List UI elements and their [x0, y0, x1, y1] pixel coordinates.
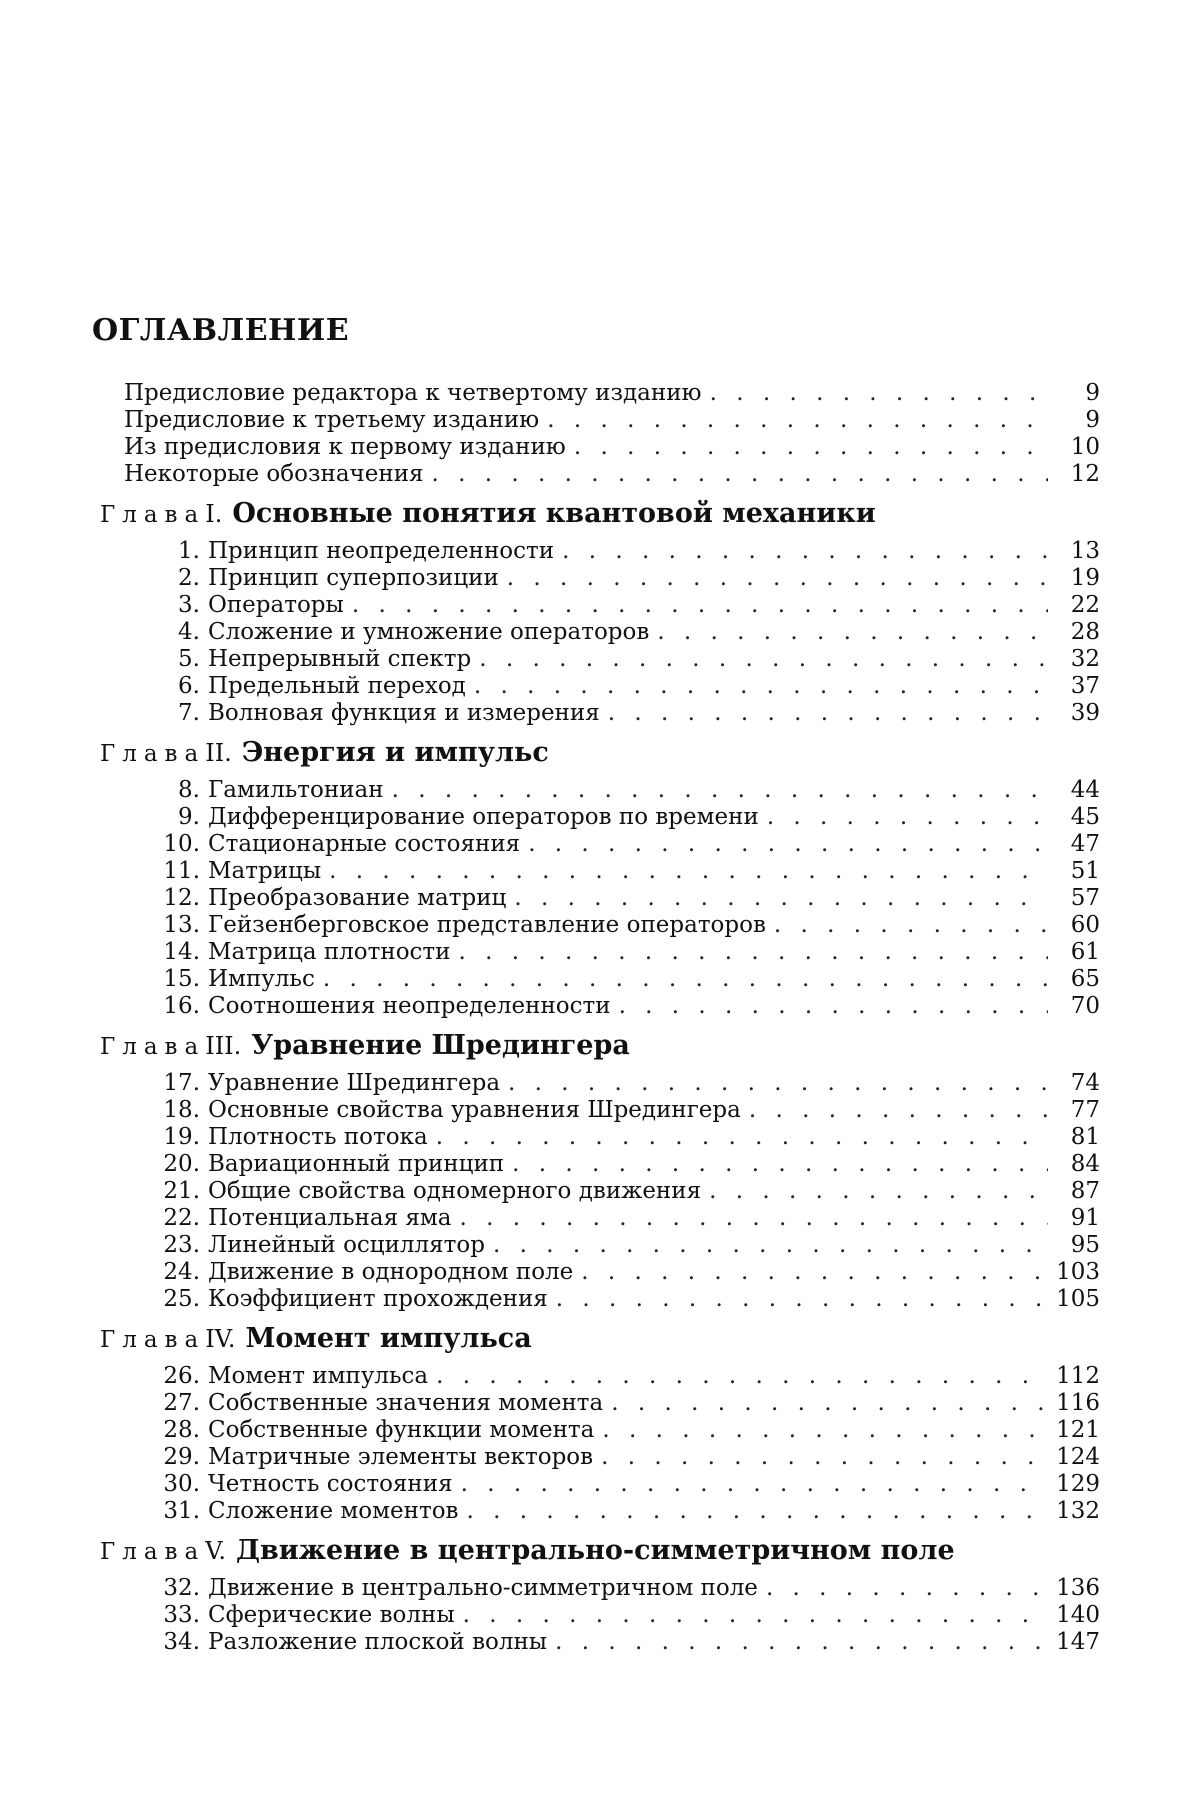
dot-leader [608, 700, 1048, 727]
toc-entry[interactable] [100, 1498, 1100, 1525]
section-number: 25. [163, 1286, 200, 1312]
dot-leader [767, 804, 1048, 831]
toc-entry-title: Принцип суперпозиции [208, 565, 499, 591]
dot-leader [619, 993, 1048, 1020]
section-number: 16. [163, 993, 200, 1019]
toc-entry-page: 45 [1070, 804, 1100, 830]
dot-leader [436, 1124, 1048, 1151]
chapter-title: Движение в центрально-симметричном поле [235, 1535, 955, 1566]
toc-entry-title: Операторы [208, 592, 344, 618]
section-number: 30. [163, 1471, 200, 1497]
section-number: 17. [163, 1070, 200, 1096]
page-title: ОГЛАВЛЕНИЕ [92, 313, 350, 348]
toc-entry-page: 32 [1070, 646, 1100, 672]
toc-entry[interactable] [100, 1629, 1100, 1656]
toc-entry-page: 121 [1056, 1417, 1100, 1443]
toc-entry-title: Соотношения неопределенности [208, 993, 611, 1019]
toc-entry[interactable] [100, 565, 1100, 592]
section-number: 4. [178, 619, 200, 645]
dot-leader [602, 1417, 1048, 1444]
toc-entry-title: Уравнение Шредингера [208, 1070, 501, 1096]
toc-entry-title: Сложение моментов [208, 1498, 459, 1524]
section-number: 11. [163, 858, 200, 884]
toc-entry[interactable] [100, 619, 1100, 646]
toc-entry-title: Волновая функция и измерения [208, 700, 600, 726]
chapter-title: Уравнение Шредингера [251, 1030, 630, 1061]
toc-entry[interactable] [100, 858, 1100, 885]
toc-entry-title: Плотность потока [208, 1124, 428, 1150]
toc-entry-page: 44 [1070, 777, 1100, 803]
toc-entry[interactable] [100, 885, 1100, 912]
section-number: 5. [178, 646, 200, 672]
toc-entry-page: 51 [1070, 858, 1100, 884]
dot-leader [479, 646, 1048, 673]
section-number: 22. [163, 1205, 200, 1231]
dot-leader [323, 966, 1048, 993]
chapter-heading[interactable] [100, 498, 1100, 534]
toc-entry[interactable] [100, 538, 1100, 565]
toc-entry-page: 47 [1070, 831, 1100, 857]
toc-entry[interactable] [100, 1286, 1100, 1313]
toc-entry-page: 84 [1070, 1151, 1100, 1177]
dot-leader [766, 1575, 1048, 1602]
section-number: 12. [163, 885, 200, 911]
toc-entry-title: Преобразование матриц [208, 885, 507, 911]
toc-entry[interactable] [100, 939, 1100, 966]
toc-entry-title: Линейный осциллятор [208, 1232, 485, 1258]
toc-entry-page: 77 [1070, 1097, 1100, 1123]
toc-entry-title: Предисловие к третьему изданию [124, 407, 540, 433]
toc-entry-page: 103 [1056, 1259, 1100, 1285]
dot-leader [562, 538, 1048, 565]
toc-entry-page: 12 [1070, 461, 1100, 487]
chapter-title: Основные понятия квантовой механики [232, 498, 876, 529]
dot-leader [555, 1629, 1048, 1656]
toc-entry-page: 147 [1056, 1629, 1100, 1655]
toc-entry-title: Коэффициент прохождения [208, 1286, 548, 1312]
toc-entry-page: 70 [1070, 993, 1100, 1019]
toc-entry-page: 132 [1056, 1498, 1100, 1524]
toc-entry-title: Общие свойства одномерного движения [208, 1178, 702, 1204]
toc-entry[interactable] [100, 380, 1100, 407]
toc-entry-page: 95 [1070, 1232, 1100, 1258]
toc-entry-title: Четность состояния [208, 1471, 453, 1497]
section-number: 1. [178, 538, 200, 564]
toc-entry-title: Из предисловия к первому изданию [124, 434, 566, 460]
toc-entry-page: 74 [1070, 1070, 1100, 1096]
chapter-heading[interactable] [100, 1323, 1100, 1359]
toc-entry-title: Гейзенберговское представление операторов [208, 912, 766, 938]
toc-entry[interactable] [100, 777, 1100, 804]
section-number: 9. [178, 804, 200, 830]
toc-entry-page: 37 [1070, 673, 1100, 699]
toc-entry-page: 136 [1056, 1575, 1100, 1601]
toc-entry[interactable] [100, 1602, 1100, 1629]
toc-entry-title: Импульс [208, 966, 315, 992]
toc-entry[interactable] [100, 993, 1100, 1020]
section-number: 23. [163, 1232, 200, 1258]
toc-entry[interactable] [100, 1151, 1100, 1178]
dot-leader [709, 1178, 1048, 1205]
toc-entry-page: 65 [1070, 966, 1100, 992]
section-number: 10. [163, 831, 200, 857]
chapter-prefix: Глава [100, 741, 206, 767]
toc-entry-page: 9 [1085, 407, 1100, 433]
toc-entry[interactable] [100, 592, 1100, 619]
toc-entry-title: Разложение плоской волны [208, 1629, 548, 1655]
section-number: 13. [163, 912, 200, 938]
section-number: 26. [163, 1363, 200, 1389]
dot-leader [514, 885, 1048, 912]
toc-entry[interactable] [100, 966, 1100, 993]
toc-entry-page: 13 [1070, 538, 1100, 564]
toc-entry-page: 116 [1056, 1390, 1100, 1416]
dot-leader [507, 565, 1048, 592]
chapter-prefix: Глава [100, 1034, 206, 1060]
toc-entry[interactable] [100, 1444, 1100, 1471]
toc-entry[interactable] [100, 407, 1100, 434]
toc-entry-title: Дифференцирование операторов по времени [208, 804, 759, 830]
section-number: 34. [163, 1629, 200, 1655]
toc-entry-page: 124 [1056, 1444, 1100, 1470]
section-number: 20. [163, 1151, 200, 1177]
toc-entry[interactable] [100, 912, 1100, 939]
section-number: 33. [163, 1602, 200, 1628]
toc-entry[interactable] [100, 831, 1100, 858]
toc-entry[interactable] [100, 1575, 1100, 1602]
dot-leader [710, 380, 1048, 407]
dot-leader [611, 1390, 1048, 1417]
section-number: 2. [178, 565, 200, 591]
chapter-number: II. [205, 739, 232, 767]
section-number: 19. [163, 1124, 200, 1150]
toc-entry-page: 22 [1070, 592, 1100, 618]
toc-entry[interactable] [100, 1471, 1100, 1498]
toc-entry-page: 28 [1070, 619, 1100, 645]
toc-entry[interactable] [100, 1363, 1100, 1390]
dot-leader [461, 1471, 1048, 1498]
toc-entry-page: 105 [1056, 1286, 1100, 1312]
section-number: 6. [178, 673, 200, 699]
section-number: 15. [163, 966, 200, 992]
toc-entry[interactable] [100, 1097, 1100, 1124]
toc-entry-page: 57 [1070, 885, 1100, 911]
toc-entry[interactable] [100, 461, 1100, 488]
chapter-heading[interactable] [100, 1535, 1100, 1571]
dot-leader [474, 673, 1048, 700]
chapter-title: Энергия и импульс [241, 737, 549, 768]
chapter-number: IV. [205, 1325, 236, 1353]
toc-entry-page: 112 [1056, 1363, 1100, 1389]
section-number: 21. [163, 1178, 200, 1204]
dot-leader [556, 1286, 1048, 1313]
table-of-contents [100, 380, 1100, 1656]
section-number: 32. [163, 1575, 200, 1601]
section-number: 28. [163, 1417, 200, 1443]
toc-entry[interactable] [100, 1259, 1100, 1286]
section-number: 7. [178, 700, 200, 726]
section-number: 24. [163, 1259, 200, 1285]
chapter-heading[interactable] [100, 737, 1100, 773]
dot-leader [657, 619, 1048, 646]
toc-entry[interactable] [100, 434, 1100, 461]
toc-entry-title: Предельный переход [208, 673, 466, 699]
toc-entry-title: Потенциальная яма [208, 1205, 452, 1231]
dot-leader [432, 461, 1048, 488]
toc-entry-title: Сферические волны [208, 1602, 455, 1628]
chapter-prefix: Глава [100, 1539, 206, 1565]
toc-entry-page: 10 [1070, 434, 1100, 460]
dot-leader [460, 1205, 1048, 1232]
toc-entry[interactable] [100, 1178, 1100, 1205]
chapter-number: III. [205, 1032, 242, 1060]
toc-entry-title: Матрица плотности [208, 939, 451, 965]
dot-leader [329, 858, 1048, 885]
toc-entry[interactable] [100, 646, 1100, 673]
dot-leader [601, 1444, 1048, 1471]
toc-entry-title: Собственные функции момента [208, 1417, 595, 1443]
toc-entry-page: 60 [1070, 912, 1100, 938]
toc-entry-title: Матричные элементы векторов [208, 1444, 594, 1470]
toc-entry-title: Сложение и умножение операторов [208, 619, 650, 645]
toc-entry[interactable] [100, 700, 1100, 727]
section-number: 29. [163, 1444, 200, 1470]
dot-leader [392, 777, 1048, 804]
dot-leader [467, 1498, 1049, 1525]
dot-leader [512, 1151, 1048, 1178]
dot-leader [574, 434, 1048, 461]
toc-entry[interactable] [100, 1232, 1100, 1259]
toc-entry-page: 19 [1070, 565, 1100, 591]
section-number: 8. [178, 777, 200, 803]
toc-entry[interactable] [100, 673, 1100, 700]
toc-entry-page: 87 [1070, 1178, 1100, 1204]
dot-leader [352, 592, 1048, 619]
toc-entry-title: Движение в центрально-симметричном поле [208, 1575, 758, 1601]
toc-entry[interactable] [100, 1390, 1100, 1417]
toc-entry[interactable] [100, 1124, 1100, 1151]
toc-entry-title: Стационарные состояния [208, 831, 521, 857]
section-number: 18. [163, 1097, 200, 1123]
dot-leader [463, 1602, 1048, 1629]
dot-leader [528, 831, 1048, 858]
toc-entry-page: 39 [1070, 700, 1100, 726]
section-number: 14. [163, 939, 200, 965]
toc-entry-page: 129 [1056, 1471, 1100, 1497]
toc-entry-title: Матрицы [208, 858, 322, 884]
toc-entry[interactable] [100, 1417, 1100, 1444]
chapter-prefix: Глава [100, 502, 206, 528]
toc-entry-title: Момент импульса [208, 1363, 429, 1389]
dot-leader [581, 1259, 1048, 1286]
dot-leader [547, 407, 1048, 434]
section-number: 31. [163, 1498, 200, 1524]
chapter-prefix: Глава [100, 1327, 206, 1353]
dot-leader [458, 939, 1048, 966]
chapter-heading[interactable] [100, 1030, 1100, 1066]
toc-entry-title: Некоторые обозначения [124, 461, 424, 487]
toc-entry-title: Непрерывный спектр [208, 646, 472, 672]
section-number: 27. [163, 1390, 200, 1416]
toc-entry-page: 61 [1070, 939, 1100, 965]
toc-entry[interactable] [100, 804, 1100, 831]
toc-entry-title: Движение в однородном поле [208, 1259, 574, 1285]
toc-entry-title: Предисловие редактора к четвертому изданию [124, 380, 702, 406]
toc-entry-title: Гамильтониан [208, 777, 384, 803]
chapter-number: V. [205, 1537, 226, 1565]
toc-entry-title: Основные свойства уравнения Шредингера [208, 1097, 741, 1123]
dot-leader [508, 1070, 1048, 1097]
toc-entry-page: 81 [1070, 1124, 1100, 1150]
toc-entry-page: 9 [1085, 380, 1100, 406]
toc-entry[interactable] [100, 1205, 1100, 1232]
dot-leader [436, 1363, 1048, 1390]
toc-entry-title: Собственные значения момента [208, 1390, 604, 1416]
section-number: 3. [178, 592, 200, 618]
toc-entry[interactable] [100, 1070, 1100, 1097]
toc-entry-title: Принцип неопределенности [208, 538, 555, 564]
dot-leader [774, 912, 1048, 939]
toc-entry-page: 91 [1070, 1205, 1100, 1231]
dot-leader [493, 1232, 1048, 1259]
dot-leader [749, 1097, 1048, 1124]
toc-entry-title: Вариационный принцип [208, 1151, 505, 1177]
toc-entry-page: 140 [1056, 1602, 1100, 1628]
chapter-number: I. [205, 500, 223, 528]
chapter-title: Момент импульса [245, 1323, 532, 1354]
